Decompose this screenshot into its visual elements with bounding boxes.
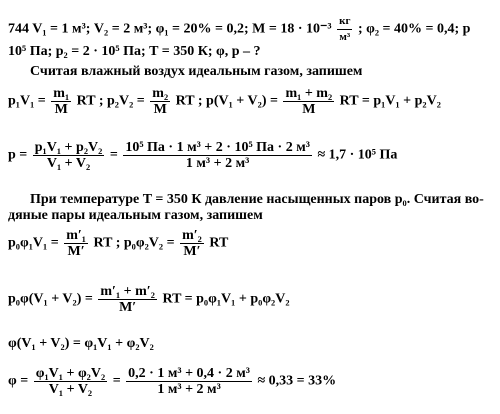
eq3-b-tail: RT [209,235,229,251]
eq6-equals: = [112,373,121,389]
text-2a: При температуре T = 350 К давление насыщенных паров p₀. Считая во- [30,192,484,207]
eq4-fraction [98,284,157,315]
unit-fraction [337,14,352,45]
eq4-den: M′ [119,300,137,315]
eq1-c-fraction [283,86,334,117]
eq6-f1-den: V₁ + V₂ [48,382,93,397]
eq1-a-num: m₁ [53,86,70,101]
eq1-a-fraction [51,86,71,117]
eq4-tail: RT = p₀φ₁V₁ + p₀φ₂V₂ [162,291,290,307]
eq3-a-tail: RT ; [93,235,121,251]
eq1-a-den: M [54,102,68,117]
eq6-f2-den: 1 м³ + 2 м³ [157,382,221,397]
equation-1 [8,86,500,120]
eq6-lhs: φ = [8,373,29,389]
equation-3 [8,228,500,262]
eq5-text: φ(V₁ + V₂) = φ₁V₁ + φ₂V₂ [8,336,154,351]
eq6-fraction-1 [34,366,107,397]
eq2-result: ≈ 1,7 · 10⁵ Па [317,147,398,163]
equation-2 [8,140,500,174]
eq2-f2-den: 1 м³ + 2 м³ [185,156,250,171]
eq2-f1-den: V₁ + V₂ [46,156,91,171]
given-line-2 [8,44,500,60]
eq1-a-lhs: p₁V₁ = [8,93,46,109]
eq3-b-den: M′ [183,244,201,259]
text-paragraph-2b [8,208,500,224]
eq3-b-num: m′₂ [182,228,202,243]
eq2-fraction-2 [123,140,312,171]
unit-denominator: м³ [339,31,351,43]
eq2-lhs: p = [8,147,28,163]
equation-5 [8,336,500,352]
text-2b: дяные пары идеальным газом, запишем [8,208,263,223]
unit-numerator: кг [337,14,352,30]
eq3-b-lhs: p₀φ₂V₂ = [123,235,175,251]
eq6-f1-num: φ₁V₁ + φ₂V₂ [35,366,106,381]
given-values-1: V₁ = 1 м³; V₂ = 2 м³; φ₁ = 20% = 0,2; M = 18 · 10⁻³ [32,21,332,37]
given-values-1-tail: ; φ₂ = 40% = 0,4; p [357,21,471,37]
eq1-b-num: m₂ [152,86,169,101]
text-paragraph-2a [30,192,500,208]
eq1-b-den: M [153,102,167,117]
text-paragraph-1 [30,64,500,80]
given-line-1 [8,14,500,45]
eq4-lhs: p₀φ(V₁ + V₂) = [8,291,93,307]
eq3-a-den: M′ [67,244,85,259]
eq1-c-tail: RT = p₁V₁ + p₂V₂ [339,93,441,109]
text-1: Считая влажный воздух идеальным газом, запишем [30,64,363,79]
eq2-equals: = [109,147,118,163]
problem-number: 744 [8,21,29,37]
eq3-a-lhs: p₀φ₁V₁ = [8,235,59,251]
eq1-b-tail: RT ; [175,93,203,109]
eq1-b-lhs: p₂V₂ = [107,93,145,109]
eq4-num: m′₁ + m′₂ [100,284,155,299]
eq6-fraction-2 [126,366,252,397]
eq1-a-tail: RT ; [76,93,104,109]
eq1-c-lhs: p(V₁ + V₂) = [206,93,278,109]
eq1-c-den: M [302,102,316,117]
eq1-b-fraction [150,86,170,117]
eq3-a-num: m′₁ [66,228,86,243]
eq3-b-fraction [180,228,204,259]
eq2-f2-num: 10⁵ Па · 1 м³ + 2 · 10⁵ Па · 2 м³ [125,140,310,155]
given-values-2: 10⁵ Па; p₂ = 2 · 10⁵ Па; T = 350 К; φ, p – ? [8,44,261,59]
eq3-a-fraction [64,228,88,259]
eq6-f2-num: 0,2 · 1 м³ + 0,4 · 2 м³ [128,366,250,381]
eq1-c-num: m₁ + m₂ [285,86,333,101]
equation-4 [8,284,500,318]
equation-6 [8,366,500,400]
eq2-fraction-1 [33,140,105,171]
eq2-f1-num: p₁V₁ + p₂V₂ [34,140,103,155]
eq6-result: ≈ 0,33 = 33% [257,373,337,389]
